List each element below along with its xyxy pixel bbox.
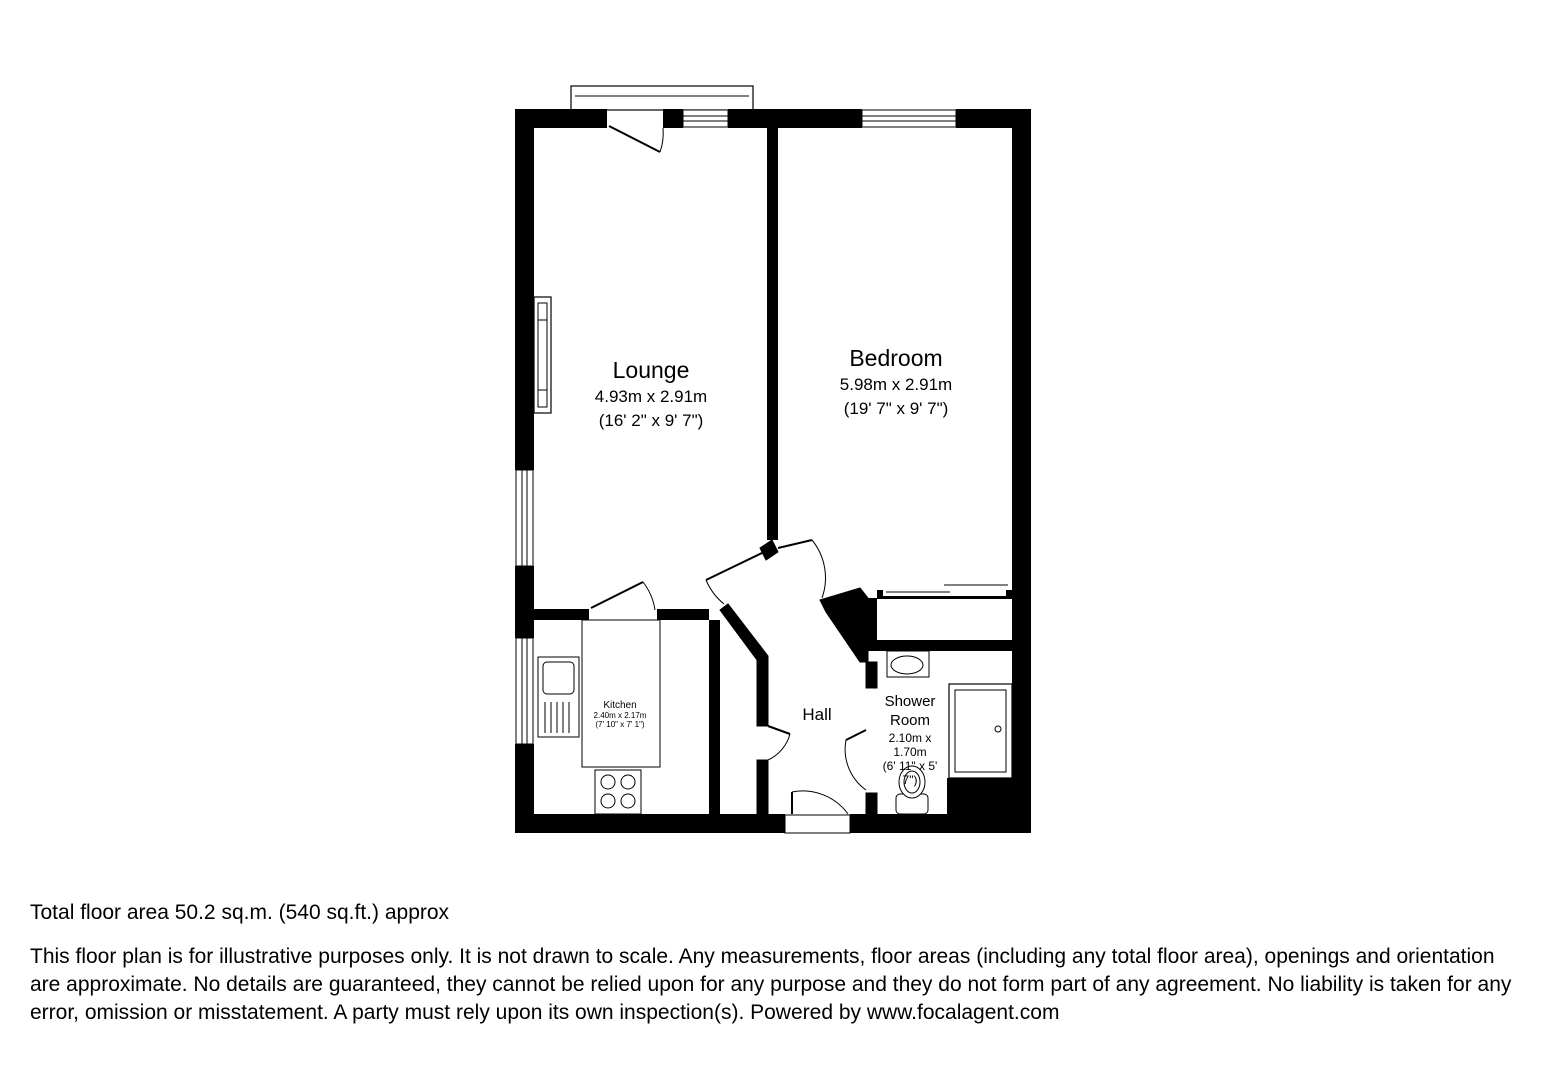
kitchen-hob <box>595 770 641 814</box>
washbasin <box>887 651 929 677</box>
lounge-size-imperial: (16' 2" x 9' 7") <box>598 411 704 430</box>
balcony <box>571 86 753 110</box>
balcony-door <box>609 126 663 152</box>
kitchen-counter <box>582 620 660 767</box>
wall-lounge-kitchen <box>534 609 709 620</box>
lounge-door <box>706 552 764 604</box>
kitchen-size-metric: 2.40m x 2.17m <box>593 711 647 720</box>
kitchen-door <box>591 582 655 610</box>
window-kitchen-left <box>516 638 533 744</box>
hall-walls <box>720 540 877 814</box>
bedroom-door <box>778 540 825 598</box>
shower-room-size-line1: 2.10m x <box>888 731 932 745</box>
window-lounge-top <box>683 110 728 127</box>
kitchen-label: Kitchen <box>603 700 637 711</box>
kitchen-sink <box>538 657 579 737</box>
shower-room-corner-block <box>947 778 1012 814</box>
hall-label: Hall <box>802 705 832 724</box>
lounge-size-metric: 4.93m x 2.91m <box>594 387 708 406</box>
shower-room-label-line1: Shower <box>884 693 936 710</box>
bedroom-label: Bedroom <box>849 345 943 371</box>
wall-kitchen-hall <box>709 620 720 814</box>
lounge-label: Lounge <box>612 357 690 383</box>
shower-tray <box>949 684 1012 778</box>
shower-room-size-line4: 7") <box>902 773 918 787</box>
wall-wardrobe-shower <box>866 598 1012 651</box>
entrance-door <box>785 791 850 833</box>
shower-room-size-line3: (6' 11" x 5' <box>882 759 938 773</box>
window-bedroom-top <box>862 110 956 127</box>
shower-room-label-line2: Room <box>889 712 931 729</box>
total-floor-area: Total floor area 50.2 sq.m. (540 sq.ft.) approx <box>30 901 450 924</box>
bedroom-wardrobe <box>877 585 1012 599</box>
window-lounge-left <box>516 470 533 566</box>
shower-room-door <box>845 730 866 790</box>
bedroom-size-imperial: (19' 7" x 9' 7") <box>843 399 949 418</box>
shower-room-size-line2: 1.70m <box>893 745 927 759</box>
fireplace <box>534 297 551 413</box>
kitchen-size-imperial: (7' 10" x 7' 1") <box>595 720 645 729</box>
wall-lounge-bedroom <box>767 128 778 540</box>
hall-door-left <box>768 726 790 760</box>
disclaimer-text: This floor plan is for illustrative purposes only. It is not drawn to scale. Any measurements, floor areas (including any total floor area), openings and orientation are approximate. No details are guaranteed, they cannot be relied upon for any purpose and they do not form part of any agreement. No liability is taken for any error, omission or misstatement. A party must rely upon its own inspection(s). Powered by www.focalagent.com <box>30 945 1512 1024</box>
bedroom-size-metric: 5.98m x 2.91m <box>839 375 953 394</box>
